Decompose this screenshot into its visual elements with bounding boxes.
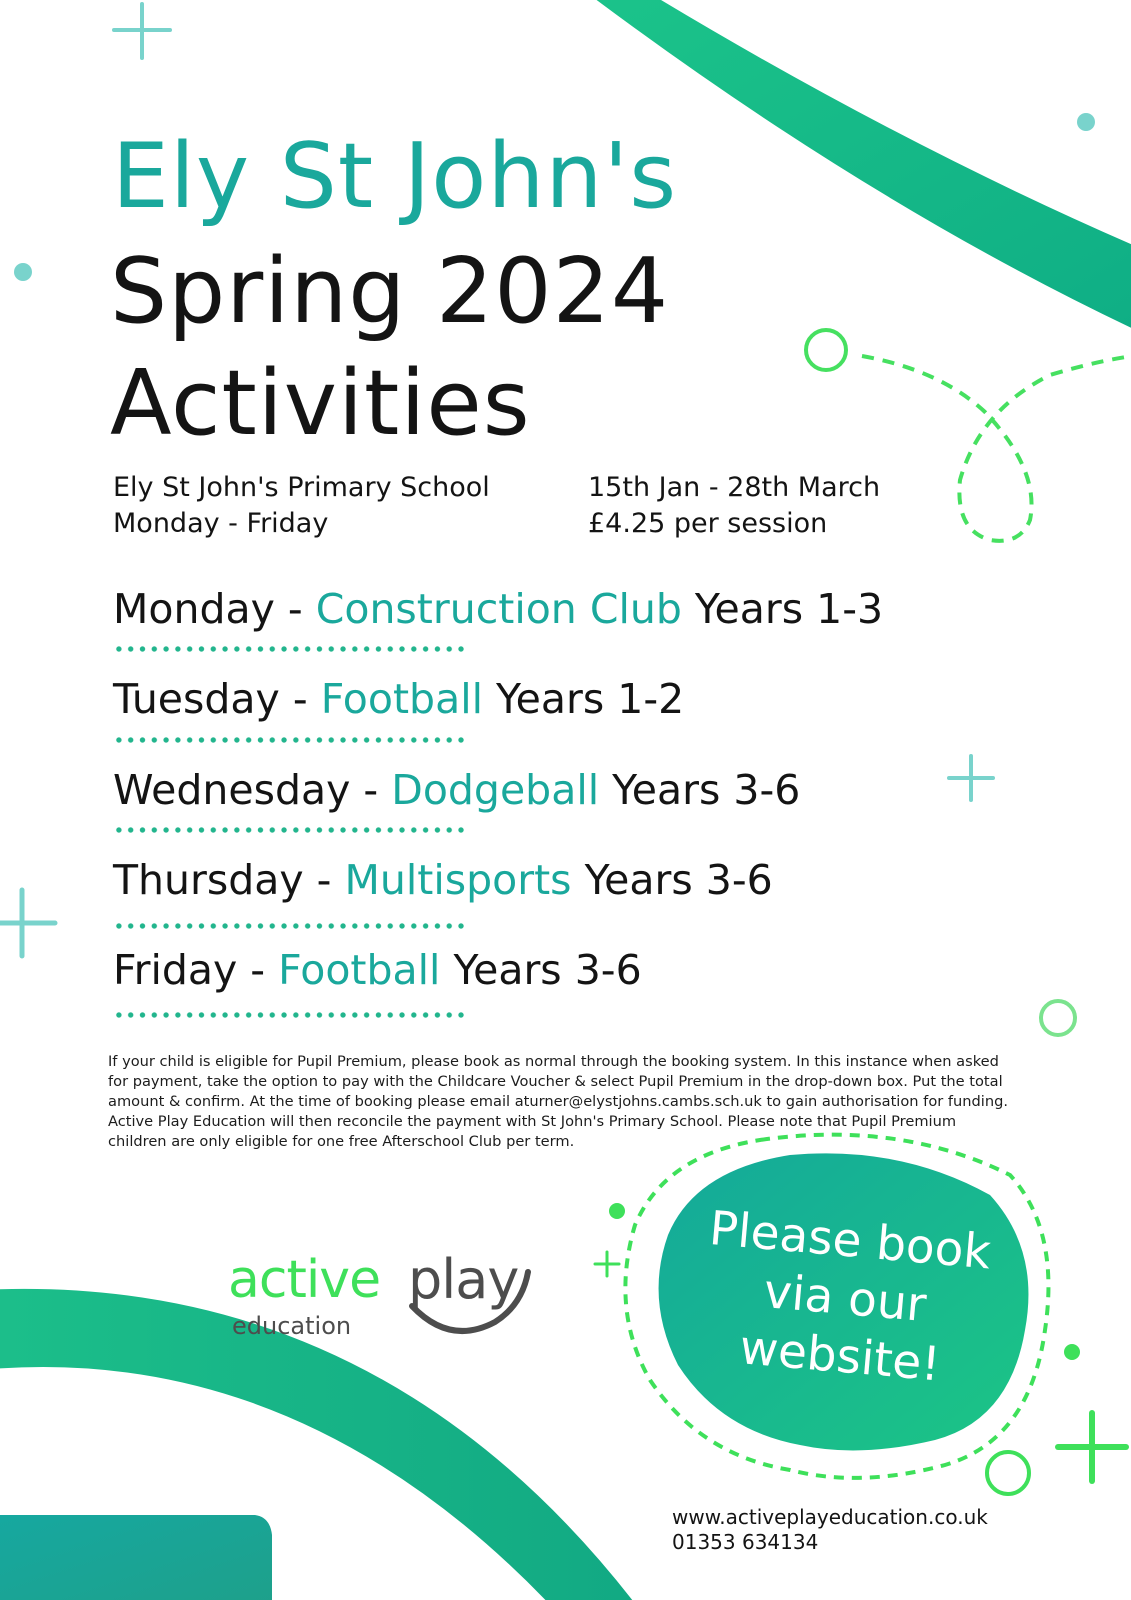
dotted-divider [113, 827, 465, 833]
dot-icon [1077, 113, 1095, 131]
dotted-divider [113, 1012, 465, 1018]
schedule-activity: Football [278, 946, 441, 994]
cta-line: website! [737, 1320, 943, 1393]
title-activities: Activities [110, 351, 531, 456]
schedule-row-wednesday [113, 762, 800, 818]
venue-text: Ely St John's Primary School [113, 472, 490, 503]
schedule-activity: Football [320, 675, 483, 723]
bottom-left-corner [0, 1515, 272, 1600]
dates-text: 15th Jan - 28th March [588, 472, 881, 503]
dot-icon [1064, 1344, 1080, 1360]
dot-icon [14, 263, 32, 281]
schedule-day: Wednesday - [113, 766, 379, 814]
schedule-row-thursday [113, 852, 773, 908]
dot-icon [609, 1203, 625, 1219]
contact-info [672, 1505, 988, 1555]
plus-icon [595, 1252, 619, 1276]
schedule-day: Tuesday - [113, 675, 308, 723]
plus-icon [0, 890, 55, 956]
price-text: £4.25 per session [588, 508, 828, 539]
schedule-activity: Multisports [344, 856, 572, 904]
schedule-day: Thursday - [113, 856, 332, 904]
title-school-name: Ely St John's [112, 124, 678, 229]
ring-icon [1041, 1001, 1075, 1035]
dotted-divider [113, 737, 465, 743]
ring-icon [806, 330, 846, 370]
plus-icon [949, 756, 993, 800]
days-text: Monday - Friday [113, 508, 329, 539]
schedule-row-tuesday [113, 671, 684, 727]
phone-number: 01353 634134 [672, 1530, 819, 1554]
schedule-day: Monday - [113, 585, 303, 633]
schedule-row-monday [113, 581, 883, 637]
dotted-divider [113, 646, 465, 652]
schedule-years: Years 1-3 [694, 585, 884, 633]
pupil-premium-notice: If your child is eligible for Pupil Premium, please book as normal through the booking system. In this instance when asked for payment, take the option to pay with the Childcare Voucher & select Pupil Premium in the drop-down box. Put the total amount & confirm. At the time of booking please email aturner@elystjohns.cambs.sch.uk to gain authorisation for funding. Active Play Education will then reconcile the payment with St John's Primary School. Please note that Pupil Premium children are only eligible for one free Afterschool Club per term. [108, 1053, 1008, 1150]
logo-play-text: play [408, 1248, 519, 1311]
schedule-day: Friday - [113, 946, 266, 994]
plus-icon [1058, 1413, 1126, 1481]
dotted-divider [113, 923, 465, 929]
logo-active-text: active [228, 1250, 381, 1310]
schedule-years: Years 3-6 [584, 856, 773, 904]
schedule-activity: Construction Club [315, 585, 682, 633]
dashed-loop [862, 355, 1131, 541]
booking-call-to-action [658, 1197, 1032, 1402]
cta-line: Please book [707, 1201, 993, 1281]
website-link[interactable]: www.activeplayeducation.co.uk [672, 1505, 988, 1529]
cta-line: via our [761, 1264, 929, 1333]
logo-education-text: education [232, 1312, 352, 1340]
schedule-years: Years 1-2 [496, 675, 685, 723]
schedule-years: Years 3-6 [612, 766, 801, 814]
title-season: Spring 2024 [110, 239, 670, 344]
plus-icon [114, 4, 170, 58]
schedule-activity: Dodgeball [391, 766, 600, 814]
schedule-row-friday [113, 942, 642, 998]
schedule-years: Years 3-6 [453, 946, 642, 994]
ring-icon [987, 1452, 1029, 1494]
